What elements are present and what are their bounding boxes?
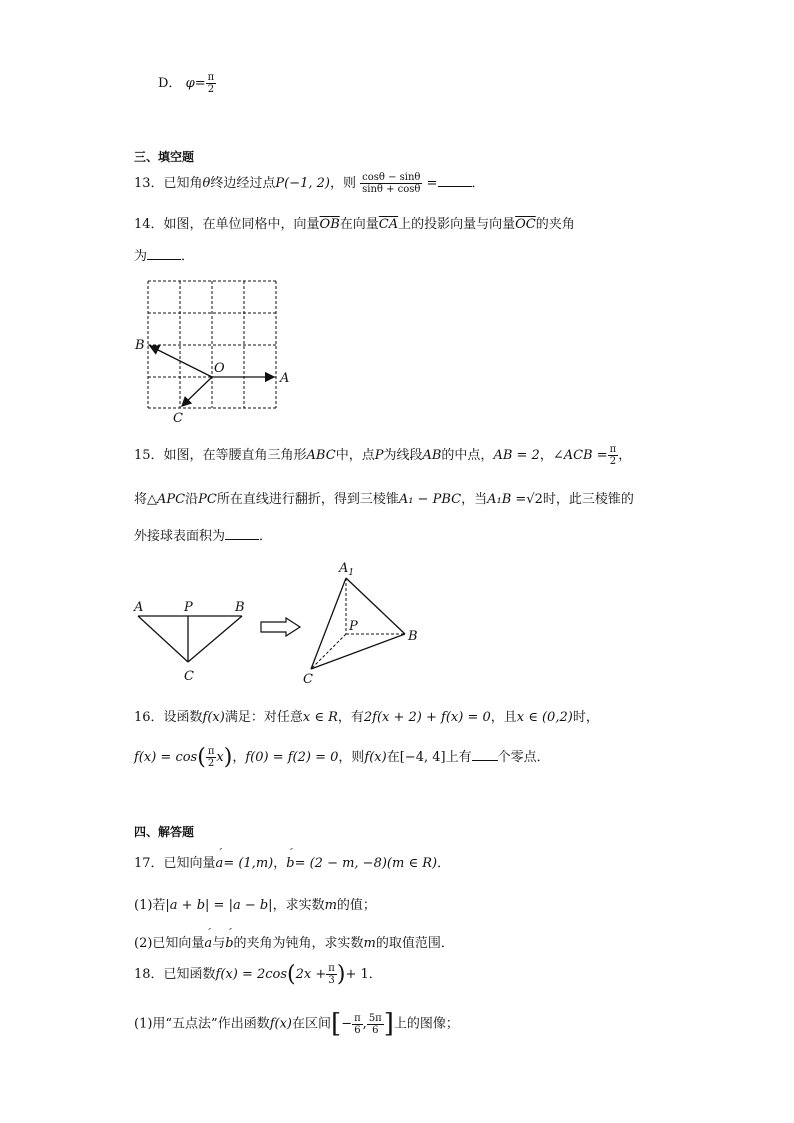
fraction: $\frac{\cos\theta - \sin\theta}{\sin\theta + \cos\theta}$ xyxy=(362,172,421,195)
vector-ob xyxy=(150,346,212,377)
question-14-line-2: 为 ． xyxy=(134,249,195,264)
question-15-line-2: 将△APC沿PC所在直线进行翻折，得到三棱锥A₁ − PBC，当A₁B =√2时，此三棱锥的 xyxy=(134,492,634,507)
label-a1: $A_1$ xyxy=(339,561,355,578)
question-15-line-3: 外接球表面积为 ． xyxy=(134,529,273,544)
label-c: C xyxy=(184,669,194,684)
question-15-line-1: 15．如图，在等腰直角三角形ABC中，点P为线段AB的中点，AB = 2，∠ACB = $\frac{\pi}{2}$ ， xyxy=(134,444,632,467)
triangle-folding-figure xyxy=(128,556,428,688)
question-16-line-2: f(x) = cos( $\frac{\pi}{2}$ x)，f(0) = f(2) = 0，则f(x)在[−4, 4]上有 个零点． xyxy=(134,745,550,770)
unit-grid xyxy=(148,281,276,408)
section-heading-solutions: 四、解答题 xyxy=(134,825,195,839)
label-b: B xyxy=(235,600,245,615)
question-17-part-1: (1)若|a + b| = |a − b|，求实数m的值； xyxy=(134,898,376,913)
vector-oc xyxy=(182,377,212,406)
label-b: B xyxy=(135,338,145,353)
hidden-edges xyxy=(311,578,405,669)
label-c: C xyxy=(173,411,183,426)
label-p: P xyxy=(184,600,193,615)
question-17-line-1: 17．已知向量ˊ a= (1,m)，ˊ b= (2 − m, −8)(m ∈ R)． xyxy=(134,852,450,871)
fraction: $\frac{\pi}{2}$ xyxy=(609,444,617,467)
label-a: A xyxy=(134,600,144,615)
question-18-line-1: 18．已知函数f(x) = 2cos(2x + $\frac{\pi}{3}$ )+ 1． xyxy=(134,962,382,987)
fraction: $\frac{\pi}{2}$ xyxy=(207,746,215,769)
question-17-part-2: (2)已知向量ˊ a与ˊ b的夹角为钝角，求实数m的取值范围． xyxy=(134,932,454,951)
question-14-line-1: 14．如图，在单位同格中，向量$\overline{OB}$在向量$\overline{CA}$上的投影向量与向量$\overline{OC}$的夹角 xyxy=(134,217,575,232)
fraction: $\frac{\pi}{6}$ xyxy=(354,1012,361,1036)
fraction: $\frac{\pi}{2}$ xyxy=(207,72,215,95)
label-a: A xyxy=(280,371,290,386)
label-b: B xyxy=(408,629,418,644)
arrow-right-icon xyxy=(261,618,300,636)
label-p: P xyxy=(349,619,358,634)
question-18-part-1: (1)用“五点法”作出函数f(x)在区间[− $\frac{\pi}{6}$ , $\frac{5\pi}{6}$ ]上的图像； xyxy=(134,1009,459,1039)
label-o: O xyxy=(214,361,225,376)
isosceles-triangle xyxy=(138,616,242,662)
fraction: $\frac{\pi}{3}$ xyxy=(328,963,335,986)
label-c: C xyxy=(303,672,313,687)
section-heading-fill-in: 三、填空题 xyxy=(134,150,195,164)
grid-vector-figure xyxy=(128,272,298,427)
question-16-line-1: 16．设函数f(x)满足：对任意x ∈ R，有2f(x + 2) + f(x) = 0，且x ∈ (0,2)时， xyxy=(134,710,599,725)
answer-blank[interactable] xyxy=(438,174,472,187)
triangular-pyramid xyxy=(311,578,405,669)
fraction: $\frac{5\pi}{6}$ xyxy=(368,1012,382,1036)
answer-blank[interactable] xyxy=(225,527,259,540)
option-d: D． φ= $\frac{\pi}{2}$ xyxy=(158,72,215,95)
question-13: 13．已知角θ终边经过点P(−1, 2)，则 $\frac{\cos\theta - \sin\theta}{\sin\theta + \cos\theta}$ = ． xyxy=(134,172,485,195)
answer-blank[interactable] xyxy=(147,247,181,260)
answer-blank[interactable] xyxy=(472,748,498,761)
